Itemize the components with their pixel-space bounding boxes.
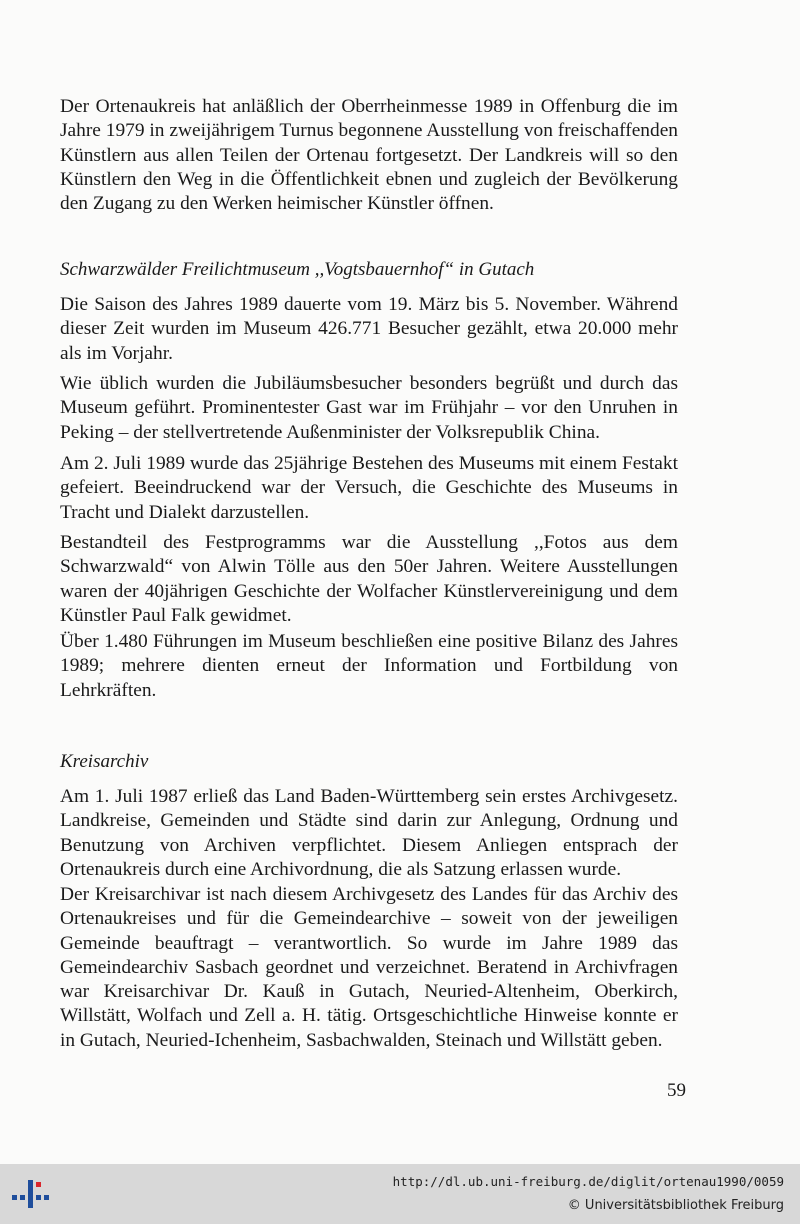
page-number: 59 xyxy=(667,1080,686,1101)
paragraph-25-jahre-museum: Am 2. Juli 1989 wurde das 25jährige Bestehen des Museums mit einem Festakt gefeiert. Beeindruckend war der Versuch, die Geschichte des Museums in Tracht und Dialekt darzustellen. xyxy=(60,453,678,523)
footer-url-link[interactable]: http://dl.ub.uni-freiburg.de/diglit/ortenau1990/0059 xyxy=(392,1174,784,1189)
paragraph-festprogramm: Bestandteil des Festprogramms war die Ausstellung ,,Fotos aus dem Schwarzwald“ von Alwin Tölle aus den 50er Jahren. Weitere Ausstellungen waren der 40jährigen Geschichte der Wolfacher Künstlervereinigung und dem Künstler Paul Falk gewidmet. xyxy=(60,532,678,626)
ub-freiburg-logo-icon xyxy=(12,1176,52,1212)
paragraph-ausstellung-kuenstler: Der Ortenaukreis hat anläßlich der Oberrheinmesse 1989 in Offenburg die im Jahre 1979 in zweijährigem Turnus begonnene Ausstellung von freischaffenden Künstlern aus allen Teilen der Ortenau fortgesetzt. Der Landkreis will so den Künstlern den Weg in die Öffentlichkeit ebnen und zugleich der Bevölkerung den Zugang zu den Werken heimischer Künstler öffnen. xyxy=(60,96,678,215)
paragraph-kreisarchivar: Der Kreisarchivar ist nach diesem Archivgesetz des Landes für das Archiv des Ortenaukreises und für die Gemeindearchive – soweit von der jeweiligen Gemeinde beauftragt – verantwortlich. So wurde im Jahre 1989 das Gemeindearchiv Sasbach geordnet und verzeichnet. Beratend in Archivfragen war Kreisarchivar Dr. Kauß in Gutach, Neuried-Altenheim, Oberkirch, Willstätt, Wolfach und Zell a. H. tätig. Ortsgeschichtliche Hinweise konnte er in Gutach, Neuried-Ichenheim, Sasbachwalden, Steinach und Willstätt geben. xyxy=(60,884,678,1051)
paragraph-jubilaeumsbesucher: Wie üblich wurden die Jubiläumsbesucher besonders begrüßt und durch das Museum geführt. Prominentester Gast war im Frühjahr – vor den Unruhen in Peking – der stellvertretende Außenminister der Volksrepublik China. xyxy=(60,373,678,443)
footer-bar xyxy=(0,1164,800,1224)
section-heading-freilichtmuseum: Schwarzwälder Freilichtmuseum ,,Vogtsbauernhof“ in Gutach xyxy=(60,259,535,280)
paragraph-archivgesetz: Am 1. Juli 1987 erließ das Land Baden-Württemberg sein erstes Archivgesetz. Landkreise, Gemeinden und Städte sind darin zur Anlegung, Ordnung und Benutzung von Archiven verpflichtet. Diesem Anliegen entsprach der Ortenaukreis durch eine Archivordnung, die als Satzung erlassen wurde. xyxy=(60,786,678,880)
paragraph-fuehrungen: Über 1.480 Führungen im Museum beschließen eine positive Bilanz des Jahres 1989; mehrere dienten erneut der Information und Fortbildung von Lehrkräften. xyxy=(60,631,678,701)
footer-copyright: © Universitätsbibliothek Freiburg xyxy=(567,1198,784,1213)
section-heading-kreisarchiv: Kreisarchiv xyxy=(60,751,149,772)
paragraph-saison-1989: Die Saison des Jahres 1989 dauerte vom 19. März bis 5. November. Während dieser Zeit wurden im Museum 426.771 Besucher gezählt, etwa 20.000 mehr als im Vorjahr. xyxy=(60,294,678,364)
